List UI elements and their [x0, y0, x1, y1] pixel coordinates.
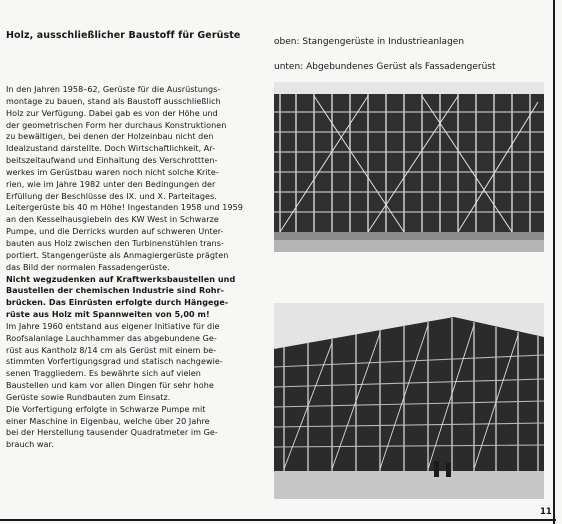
photo-pole-scaffolding — [274, 82, 544, 252]
paragraph-pipe-bridges: Nicht wegzudenken auf Kraftwerksbaustellen und Baustellen der chemischen Industrie sind Rohr- brücken. Das Einrüsten erfolgte durch Hängege- rüste aus Holz mit Spannweiten von 5,00 m! — [6, 274, 236, 320]
paragraph-intro: In den Jahren 1958–62, Gerüste für die Ausrüstungs- montage zu bauen, stand als Baustoff ausschließlich Holz zur Verfügung. Dabei gab es von der Höhe und der geometrischen Form her durchaus Konstruktionen zu bewältigen, bei denen der Holzeinbau nicht den Idealzustand darstellte. Doch Wirtschaftlichkeit, Ar- beitszeitaufwand und Einhaltung des Verschrottten- werkes im Gerüstbau waren noch nicht solche Krite- rien, wie im Jahre 1982 unter den Bedingungen der Erfüllung der Beschlüsse des IX. und X. Parteitages. Leitergerüste bis 40 m Höhe! Ingestanden 1958 und 1959 an den Kesselhausgiebeln des KW West in Schwarze Pumpe, und die Derricks wurden auf schweren Unter- bauten aus Holz zwischen den Turbinenstühlen trans- portiert. Stangengerüste als Anmagiergerüste prägten das Bild der normalen Fassadengerüste. — [6, 85, 243, 272]
photo-facade-scaffolding — [274, 303, 544, 499]
photo-captions — [274, 30, 554, 80]
paragraph-prefabrication: Die Vorfertigung erfolgte in Schwarze Pumpe mit einer Maschine in Eigenbau, welche über 20 Jahre bei der Herstellung tausender Quadratmeter im Ge- brauch war. — [6, 404, 218, 450]
page-number: 11 — [540, 507, 552, 517]
right-border-line — [553, 0, 555, 524]
page-heading: Holz, ausschließlicher Baustoff für Gerüste — [6, 30, 241, 41]
paragraph-1960: Im Jahre 1960 entstand aus eigener Initiative für die Roofsalanlage Lauchhammer das abgebundene Ge- rüst aus Kantholz 8/14 cm als Gerüst mit einem be- stimmten Vorfertigungsgrad und statisch nachgewie- senen Traggliedern. Es bewährte sich auf vielen Baustellen und kam vor allen Dingen für sehr hohe Gerüste sowie Rundbauten zum Einsatz. — [6, 321, 223, 402]
body-text — [6, 84, 268, 451]
bottom-border-line — [0, 519, 556, 521]
caption-top: oben: Stangengerüste in Industrieanlagen — [274, 37, 465, 47]
caption-bottom: unten: Abgebundenes Gerüst als Fassadengerüst — [274, 62, 496, 72]
